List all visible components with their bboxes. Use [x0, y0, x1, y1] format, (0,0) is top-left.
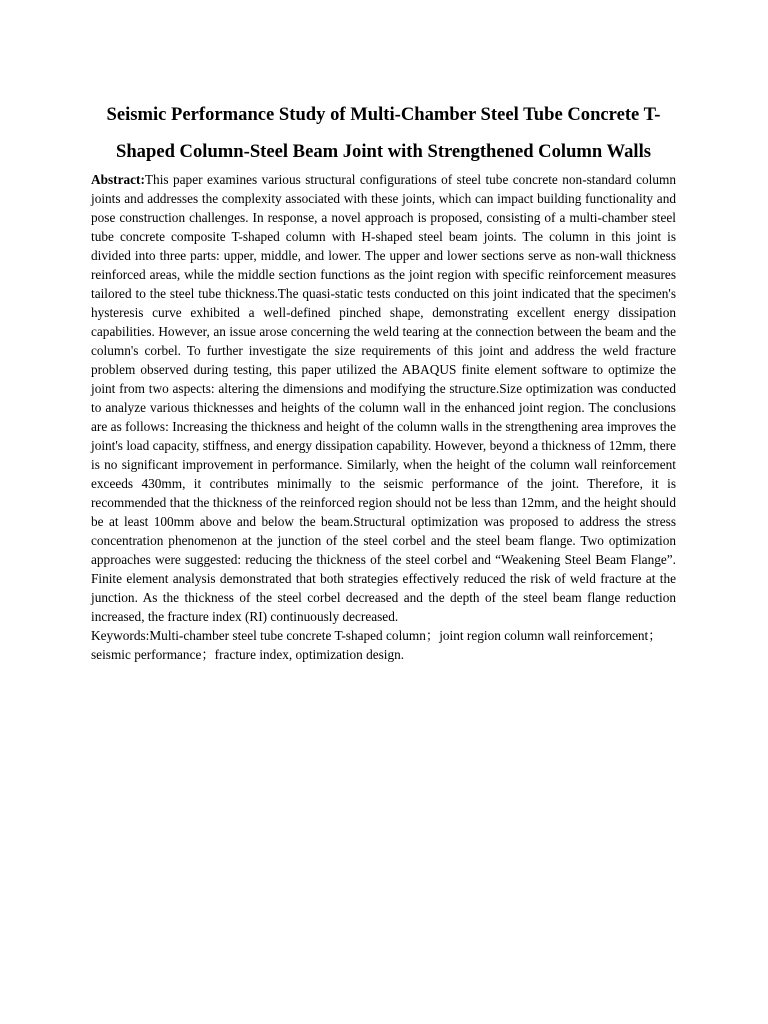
paper-page — [91, 96, 676, 664]
abstract-label: Abstract: — [91, 172, 145, 187]
paper-title: Seismic Performance Study of Multi-Chamber Steel Tube Concrete T-Shaped Column-Steel Beam Joint with Strengthened Column Walls — [106, 104, 661, 162]
abstract-text: This paper examines various structural configurations of steel tube concrete non-standard column joints and addresses the complexity associated with these joints, which can impact building functionality and pose construction challenges. In response, a novel approach is proposed, consisting of a multi-chamber steel tube concrete composite T-shaped column with H-shaped steel beam joints. The column in this joint is divided into three parts: upper, middle, and lower. The upper and lower sections serve as non-wall thickness reinforced areas, while the middle section functions as the joint region with specific reinforcement measures tailored to the steel tube thickness.The quasi-static tests conducted on this joint indicated that the specimen's hysteresis curve exhibited a well-defined pinched shape, demonstrating excellent energy dissipation capabilities. However, an issue arose concerning the weld tearing at the connection between the beam and the column's corbel. To further investigate the size requirements of this joint and address the weld fracture problem observed during testing, this paper utilized the ABAQUS finite element software to optimize the joint from two aspects: altering the dimensions and modifying the structure.Size optimization was conducted to analyze various thicknesses and heights of the column wall in the enhanced joint region. The conclusions are as follows: Increasing the thickness and height of the column walls in the strengthening area improves the joint's load capacity, stiffness, and energy dissipation capability. However, beyond a thickness of 12mm, there is no significant improvement in performance. Similarly, when the height of the column wall reinforcement exceeds 430mm, it contributes minimally to the seismic performance of the joint. Therefore, it is recommended that the thickness of the reinforced region should not be less than 12mm, and the height should be at least 100mm above and below the beam.Structural optimization was proposed to address the stress concentration phenomenon at the junction of the steel corbel and the steel beam flange. Two optimization approaches were suggested: reducing the thickness of the steel corbel and “Weakening Steel Beam Flange”. Finite element analysis demonstrated that both strategies effectively reduced the risk of weld fracture at the junction. As the thickness of the steel corbel decreased and the depth of the steel beam flange reduction increased, the fracture index (RI) continuously decreased. — [91, 172, 676, 624]
keywords-line: Keywords:Multi-chamber steel tube concrete T-shaped column；joint region column wall reinforcement；seismic performance；fracture index, optimization design. — [91, 628, 662, 662]
abstract-paragraph — [91, 170, 676, 626]
